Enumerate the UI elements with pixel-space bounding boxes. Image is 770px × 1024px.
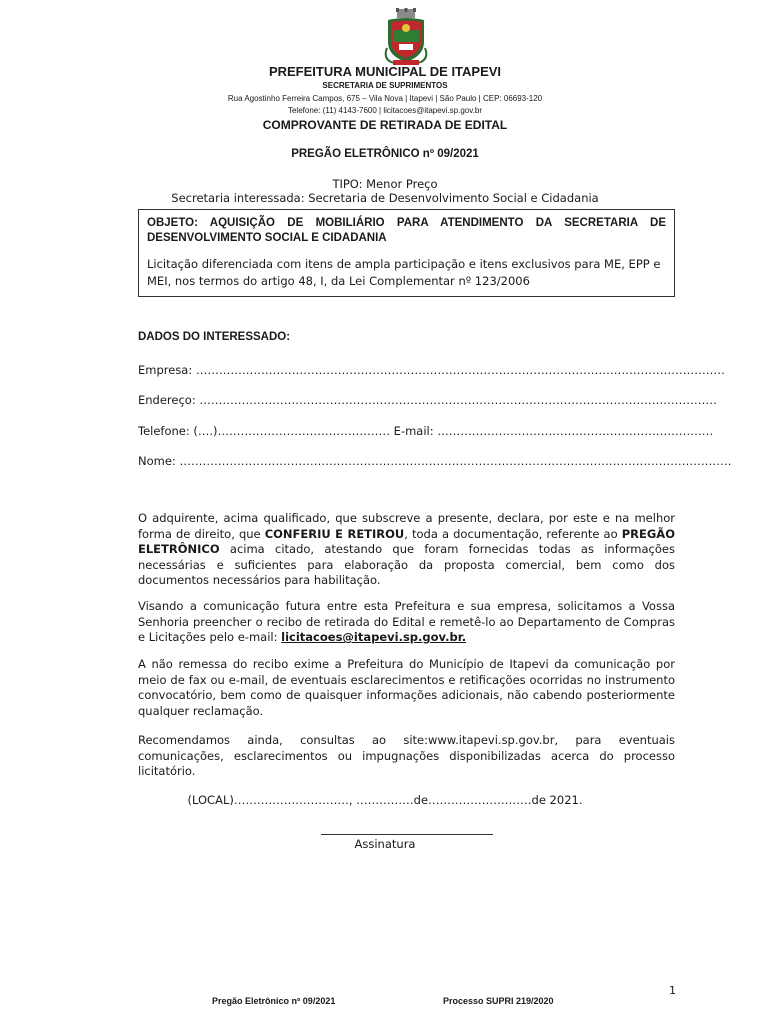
endereco-field[interactable]: Endereço: ……………………………………………………………………………………………………………………… [138, 393, 717, 407]
contact-line: Telefone: (11) 4143-7600 | licitacoes@itapevi.sp.gov.br [287, 106, 482, 115]
nome-field[interactable]: Nome: ……………………………………………………………………………………………………………………………… [138, 454, 732, 468]
non-remittance-paragraph: A não remessa do recibo exime a Prefeitura do Município de Itapevi da comunicação por meio de fax ou e-mail, de eventuais esclarecimentos e retificações ocorridas no instrumento convocatório, bem como de quaisquer informações adicionais, não cabendo posteriormente qualquer reclamação. [138, 657, 675, 718]
secretaria-name: SECRETARIA DE SUPRIMENTOS [322, 81, 448, 90]
recommendation-paragraph: Recomendamos ainda, consultas ao site:www.itapevi.sp.gov.br, para eventuais comunicações, esclarecimentos ou impugnações disponibilizadas acerca do processo licitatório. [138, 733, 675, 778]
footer-pregao: Pregão Eletrônico nº 09/2021 [212, 996, 336, 1006]
coat-of-arms-icon [383, 8, 429, 66]
communication-paragraph: Visando a comunicação futura entre esta Prefeitura e sua empresa, solicitamos a Vossa Senhoria preencher o recibo de retirada do Edital e remetê-lo ao Departamento de Compras e Licitações pelo e-mail: licitacoes@itapevi.sp.gov.br. [138, 599, 675, 644]
municipality-title: PREFEITURA MUNICIPAL DE ITAPEVI [268, 64, 502, 79]
pregao-number: PREGÃO ELETRÔNICO nº 09/2021 [291, 148, 479, 160]
document-title: COMPROVANTE DE RETIRADA DE EDITAL [262, 118, 508, 132]
email-link[interactable]: licitacoes@itapevi.sp.gov.br. [281, 630, 467, 644]
dados-heading: DADOS DO INTERESSADO: [138, 331, 291, 343]
secretaria-interessada: Secretaria interessada: Secretaria de Desenvolvimento Social e Cidadania [171, 191, 599, 205]
telefone-email-field[interactable]: Telefone: (….)……………………………………… E-mail: ……………………………………………………………… [138, 424, 714, 438]
footer-processo: Processo SUPRI 219/2020 [443, 996, 554, 1006]
declaration-paragraph: O adquirente, acima qualificado, que subscreve a presente, declara, por este e na melhor forma de direito, que CONFERIU E RETIROU, toda a documentação, referente ao PREGÃO ELETRÔNICO acima citado, atestando que foram fornecidas todas as informações necessárias e suficientes para elaboração da proposta comercial, bem como dos documentos necessários para habilitação. [138, 511, 675, 587]
objeto-box [138, 209, 675, 297]
local-date-line: (LOCAL)…………………………, ……………de………………………de 2021. [187, 793, 583, 807]
objeto-text: Licitação diferenciada com itens de ampla participação e itens exclusivos para ME, EPP e MEI, nos termos do artigo 48, I, da Lei Complementar nº 123/2006 [147, 257, 661, 288]
signature-label: Assinatura [354, 837, 416, 851]
address-line: Rua Agostinho Ferreira Campos, 675 – Vila Nova | Itapevi | São Paulo | CEP: 06693-120 [227, 94, 543, 103]
empresa-field[interactable]: Empresa: ………………………………………………………………………………………………………………………… [138, 363, 725, 377]
objeto-heading: OBJETO: AQUISIÇÃO DE MOBILIÁRIO PARA ATENDIMENTO DA SECRETARIA DE DESENVOLVIMENTO SOCIAL E CIDADANIA [147, 217, 666, 244]
tipo-line: TIPO: Menor Preço [332, 177, 438, 191]
page-number: 1 [669, 984, 676, 997]
signature-line [321, 834, 493, 835]
